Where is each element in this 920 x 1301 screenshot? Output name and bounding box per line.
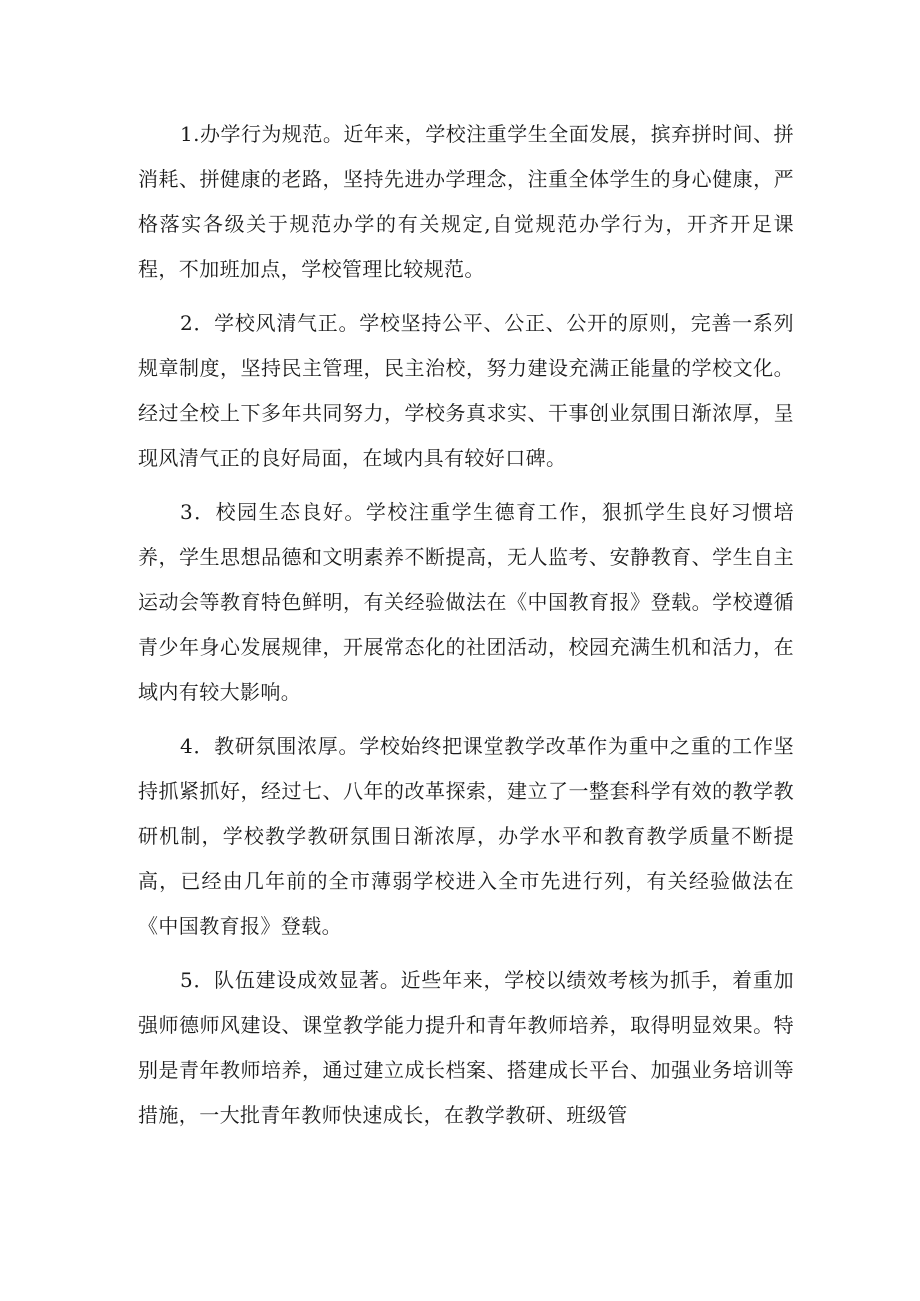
paragraph-4: 4．教研氛围浓厚。学校始终把课堂教学改革作为重中之重的工作坚持抓紧抓好，经过七、八年的改革探索，建立了一整套科学有效的教学教研机制，学校教学教研氛围日渐浓厚，办学水平和教育教学质量不断提高，已经由几年前的全市薄弱学校进入全市先进行列，有关经验做法在《中国教育报》登载。 <box>138 734 794 938</box>
paragraph-3: 3．校园生态良好。学校注重学生德育工作，狠抓学生良好习惯培养，学生思想品德和文明素养不断提高，无人监考、安静教育、学生自主运动会等教育特色鲜明，有关经验做法在《中国教育报》登载。学校遵循青少年身心发展规律，开展常态化的社团活动，校园充满生机和活力，在域内有较大影响。 <box>138 500 794 704</box>
paragraph-5: 5．队伍建设成效显著。近些年来，学校以绩效考核为抓手，着重加强师德师风建设、课堂教学能力提升和青年教师培养，取得明显效果。特别是青年教师培养，通过建立成长档案、搭建成长平台、加强业务培训等措施，一大批青年教师快速成长，在教学教研、班级管 <box>138 968 794 1127</box>
paragraph-1: 1.办学行为规范。近年来，学校注重学生全面发展，摈弃拼时间、拼消耗、拼健康的老路，坚持先进办学理念，注重全体学生的身心健康，严格落实各级关于规范办学的有关规定,自觉规范办学行为，开齐开足课程，不加班加点，学校管理比较规范。 <box>138 122 794 281</box>
paragraph-2: 2．学校风清气正。学校坚持公平、公正、公开的原则，完善一系列规章制度，坚持民主管理，民主治校，努力建设充满正能量的学校文化。经过全校上下多年共同努力，学校务真求实、干事创业氛围日渐浓厚，呈现风清气正的良好局面，在域内具有较好口碑。 <box>138 311 794 470</box>
